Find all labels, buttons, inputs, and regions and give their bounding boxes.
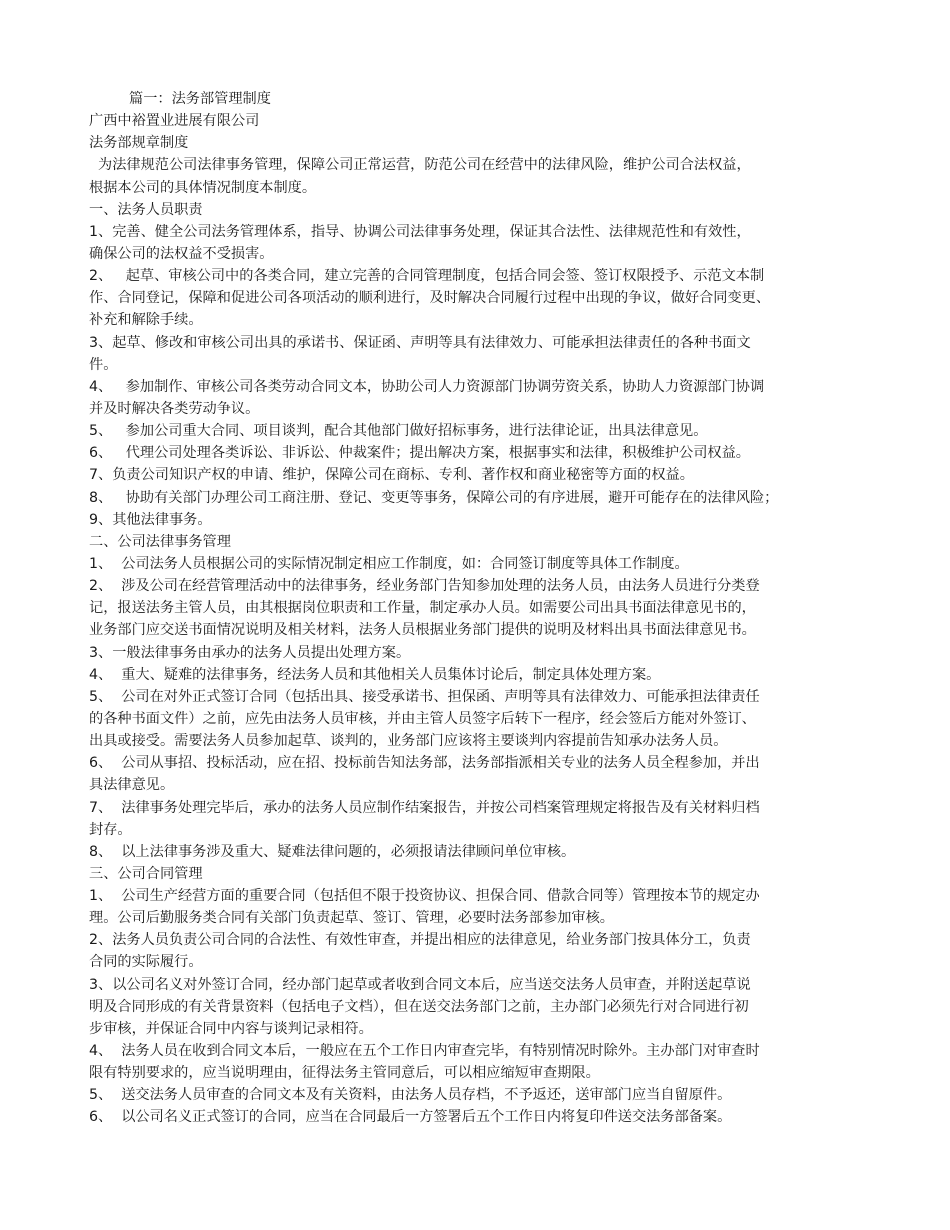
text-line: 确保公司的法权益不受损害。: [89, 245, 274, 262]
text-line: 一、法务人员职责: [89, 201, 203, 218]
text-line: 补充和解除手续。: [89, 312, 203, 329]
text-line: 6、 公司从事招、投标活动，应在招、投标前告知法务部，法务部指派相关专业的法务人员全程参加，并出: [89, 755, 760, 772]
text-line: 具法律意见。: [89, 777, 175, 794]
text-line: 9、其他法律事务。: [89, 511, 212, 528]
text-line: 并及时解决各类劳动争议。: [89, 400, 260, 417]
text-line: 2、 起草、审核公司中的各类合同，建立完善的合同管理制度，包括合同会签、签订权限授予、示范文本制: [89, 268, 765, 285]
document-body: [89, 88, 869, 1129]
text-line: 4、 参加制作、审核公司各类劳动合同文本，协助公司人力资源部门协调劳资关系，协助人力资源部门协调: [89, 378, 765, 395]
text-line: 三、公司合同管理: [89, 865, 203, 882]
text-line: 作、合同登记，保障和促进公司各项活动的顺利进行，及时解决合同履行过程中出现的争议，做好合同变更、: [89, 290, 771, 307]
text-line: 5、 参加公司重大合同、项目谈判，配合其他部门做好招标事务，进行法律论证，出具法律意见。: [89, 423, 708, 440]
text-line: 步审核，并保证合同中内容与谈判记录相符。: [89, 1020, 373, 1037]
document-title: 篇一：法务部管理制度: [129, 91, 271, 107]
text-line: 4、 法务人员在收到合同文本后，一般应在五个工作日内审查完毕，有特别情况时除外。主办部门对审查时: [89, 1043, 760, 1060]
text-line: 合同的实际履行。: [89, 954, 203, 971]
text-line: 理。公司后勤服务类合同有关部门负责起草、签订、管理，必要时法务部参加审核。: [89, 910, 614, 927]
text-line: 2、 涉及公司在经营管理活动中的法律事务，经业务部门告知参加处理的法务人员，由法务人员进行分类登: [89, 578, 760, 595]
text-line: 7、负责公司知识产权的申请、维护，保障公司在商标、专利、著作权和商业秘密等方面的权益。: [89, 467, 694, 484]
text-line: 8、 以上法律事务涉及重大、疑难法律问题的，必须报请法律顾问单位审核。: [89, 843, 576, 860]
text-line: 明及合同形成的有关背景资料（包括电子文档），但在送交法务部门之前，主办部门必须先行对合同进行初: [89, 998, 749, 1015]
text-line: 5、 送交法务人员审查的合同文本及有关资料，由法务人员存档，不予返还，送审部门应当自留原件。: [89, 1087, 732, 1104]
text-line: 3、以公司名义对外签订合同，经办部门起草或者收到合同文本后，应当送交法务人员审查，并附送起草说: [89, 976, 751, 993]
text-line: 8、 协助有关部门办理公司工商注册、登记、变更等事务，保障公司的有序进展，避开可能存在的法律风险；: [89, 489, 779, 506]
text-line: 4、 重大、疑难的法律事务，经法务人员和其他相关人员集体讨论后，制定具体处理方案。: [89, 666, 661, 683]
text-line: 根据本公司的具体情况制度本制度。: [89, 179, 317, 196]
text-line: 记，报送法务主管人员，由其根据岗位职责和工作量，制定承办人员。如需要公司出具书面法律意见书的，: [89, 600, 756, 617]
text-line: 1、 公司生产经营方面的重要合同（包括但不限于投资协议、担保合同、借款合同等）管理按本节的规定办: [89, 888, 760, 905]
document-lines: [89, 110, 869, 1128]
text-line: 法务部规章制度: [89, 135, 189, 152]
text-line: 件。: [89, 356, 118, 373]
text-line: 封存。: [89, 821, 132, 838]
text-line: 6、 代理公司处理各类诉讼、非诉讼、仲裁案件；提出解决方案，根据事实和法律，积极维护公司权益。: [89, 445, 750, 462]
text-line: 2、法务人员负责公司合同的合法性、有效性审查，并提出相应的法律意见，给业务部门按具体分工，负责: [89, 932, 751, 949]
text-line: 6、 以公司名义正式签订的合同，应当在合同最后一方签署后五个工作日内将复印件送交法务部备案。: [89, 1109, 732, 1126]
text-line: 5、 公司在对外正式签订合同（包括出具、接受承诺书、担保函、声明等具有法律效力、可能承担法律责任: [89, 688, 760, 705]
text-line: 广西中裕置业进展有限公司: [89, 113, 260, 130]
text-line: 的各种书面文件）之前，应先由法务人员审核，并由主管人员签字后转下一程序，经会签后方能对外签订、: [89, 710, 756, 727]
text-line: 二、公司法律事务管理: [89, 533, 231, 550]
text-line: 1、完善、健全公司法务管理体系，指导、协调公司法律事务处理，保证其合法性、法律规范性和有效性，: [89, 223, 751, 240]
text-line: 限有特别要求的，应当说明理由，征得法务主管同意后，可以相应缩短审查期限。: [89, 1065, 600, 1082]
text-line: 1、 公司法务人员根据公司的实际情况制定相应工作制度，如：合同签订制度等具体工作制度。: [89, 555, 689, 572]
text-line: 为法律规范公司法律事务管理，保障公司正常运营，防范公司在经营中的法律风险，维护公司合法权益，: [89, 157, 751, 174]
text-line: 出具或接受。需要法务人员参加起草、谈判的，业务部门应该将主要谈判内容提前告知承办法务人员。: [89, 733, 728, 750]
text-line: 3、起草、修改和审核公司出具的承诺书、保证函、声明等具有法律效力、可能承担法律责任的各种书面文: [89, 334, 751, 351]
text-line: 7、 法律事务处理完毕后，承办的法务人员应制作结案报告，并按公司档案管理规定将报告及有关材料归档: [89, 799, 760, 816]
text-line: 3、一般法律事务由承办的法务人员提出处理方案。: [89, 644, 411, 661]
text-line: 业务部门应交送书面情况说明及相关材料，法务人员根据业务部门提供的说明及材料出具书面法律意见书。: [89, 622, 756, 639]
